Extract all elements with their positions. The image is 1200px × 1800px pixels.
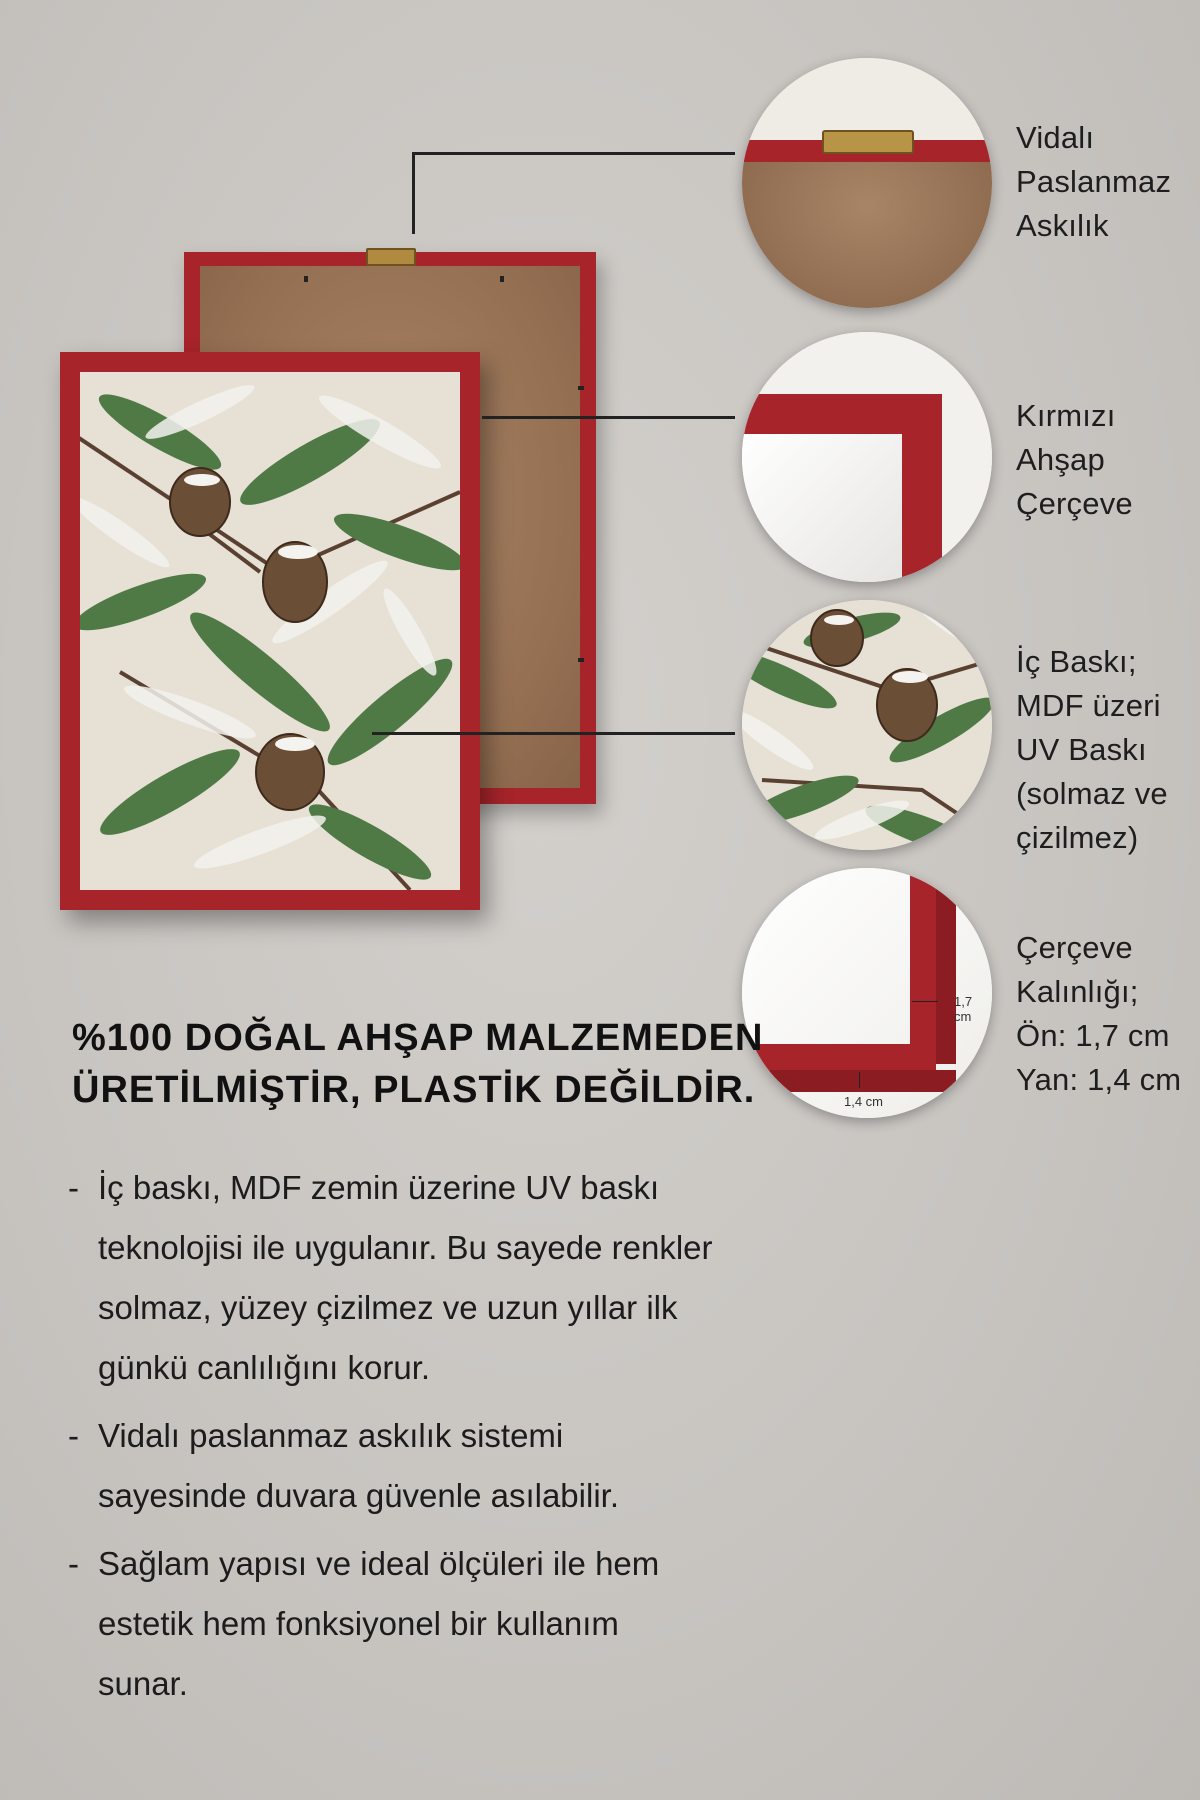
hanger-bracket: [822, 130, 914, 154]
feature-line: Vidalı paslanmaz askılık sistemi: [98, 1417, 564, 1454]
dimension-mark-front: [912, 1001, 938, 1002]
detail-circle-thickness: [742, 868, 992, 1118]
dimension-mark-side: [859, 1072, 860, 1088]
feature-line: günkü canlılığını korur.: [98, 1349, 431, 1386]
bullet-dash: -: [68, 1417, 79, 1454]
callout-print-line: (solmaz ve: [1016, 776, 1168, 811]
heading-line: %100 DOĞAL AHŞAP MALZEMEDEN: [72, 1017, 764, 1059]
callout-hanger-line: Askılık: [1016, 208, 1109, 243]
frame-front-view: [60, 352, 480, 910]
callout-print-line: İç Baskı;: [1016, 644, 1137, 679]
callout-print-line: UV Baskı: [1016, 732, 1147, 767]
feature-line: sunar.: [98, 1665, 188, 1702]
bullet-dash: -: [68, 1545, 79, 1582]
callout-hanger: [1016, 116, 1171, 248]
callout-thickness-line: Ön: 1,7 cm: [1016, 1018, 1170, 1053]
feature-line: Sağlam yapısı ve ideal ölçüleri ile hem: [98, 1545, 660, 1582]
bullet-dash: -: [68, 1169, 79, 1206]
leader-line-print: [372, 732, 735, 735]
callout-frame-line: Kırmızı: [1016, 398, 1116, 433]
detail-circle-frame: [742, 332, 992, 582]
leader-line-frame: [482, 416, 735, 419]
feature-item: [68, 1534, 768, 1714]
dimension-side-label: 1,4 cm: [844, 1094, 884, 1109]
detail-circle-hanger: [742, 58, 992, 308]
callout-print-line: çizilmez): [1016, 820, 1139, 855]
feature-list: [68, 1158, 768, 1722]
material-heading: [72, 1012, 763, 1116]
callout-thickness: [1016, 926, 1181, 1102]
callout-print: [1016, 640, 1168, 860]
heading-line: ÜRETİLMİŞTİR, PLASTİK DEĞİLDİR.: [72, 1069, 756, 1111]
callout-frame: [1016, 394, 1133, 526]
callout-thickness-line: Çerçeve: [1016, 930, 1133, 965]
callout-frame-line: Ahşap: [1016, 442, 1105, 477]
callout-hanger-line: Paslanmaz: [1016, 164, 1172, 199]
pinecone-painting: [80, 372, 460, 890]
leader-line-hanger: [412, 152, 735, 155]
feature-line: İç baskı, MDF zemin üzerine UV baskı: [98, 1169, 660, 1206]
feature-item: [68, 1158, 768, 1398]
feature-line: solmaz, yüzey çizilmez ve uzun yıllar ilk: [98, 1289, 678, 1326]
callout-frame-line: Çerçeve: [1016, 486, 1133, 521]
feature-line: teknolojisi ile uygulanır. Bu sayede renkler: [98, 1229, 713, 1266]
callout-hanger-line: Vidalı: [1016, 120, 1095, 155]
dimension-front-label: 1,7 cm: [954, 994, 973, 1024]
feature-line: estetik hem fonksiyonel bir kullanım: [98, 1605, 619, 1642]
feature-item: [68, 1406, 768, 1526]
callout-thickness-line: Yan: 1,4 cm: [1016, 1062, 1182, 1097]
detail-circle-print: [742, 600, 992, 850]
hanger-bracket: [366, 248, 416, 266]
leader-line-hanger-vertical: [412, 152, 415, 234]
feature-line: sayesinde duvara güvenle asılabilir.: [98, 1477, 619, 1514]
callout-thickness-line: Kalınlığı;: [1016, 974, 1139, 1009]
callout-print-line: MDF üzeri: [1016, 688, 1161, 723]
